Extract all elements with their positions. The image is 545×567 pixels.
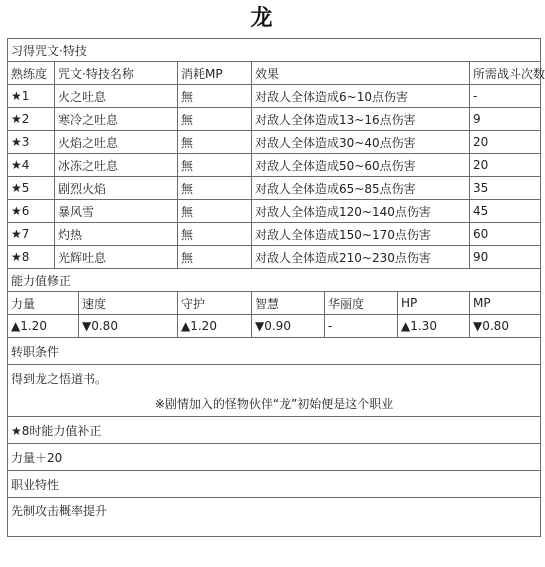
spell-level: ★3 xyxy=(8,131,55,154)
spell-effect: 对敌人全体造成120~140点伤害 xyxy=(252,200,470,223)
col-header-name: 咒文·特技名称 xyxy=(55,62,178,85)
stat-value-mp: ▼0.80 xyxy=(470,315,541,338)
spell-level: ★6 xyxy=(8,200,55,223)
page-title: 龙 xyxy=(250,6,273,31)
spell-effect: 对敌人全体造成210~230点伤害 xyxy=(252,246,470,269)
spell-name: 火焰之吐息 xyxy=(55,131,178,154)
col-header-mp: 消耗MP xyxy=(178,62,252,85)
bonus-header xyxy=(8,417,541,444)
col-header-effect: 效果 xyxy=(252,62,470,85)
spell-level: ★5 xyxy=(8,177,55,200)
spell-row xyxy=(8,200,541,223)
stat-header-hp: HP xyxy=(398,292,470,315)
spell-battles: 20 xyxy=(470,154,541,177)
spell-effect: 对敌人全体造成50~60点伤害 xyxy=(252,154,470,177)
stat-value-style: - xyxy=(325,315,398,338)
spell-row xyxy=(8,85,541,108)
spell-name: 火之吐息 xyxy=(55,85,178,108)
job-condition-cell xyxy=(8,365,541,417)
stat-value-strength: ▲1.20 xyxy=(8,315,79,338)
spell-battles: 35 xyxy=(470,177,541,200)
stat-header-mp: MP xyxy=(470,292,541,315)
spell-battles: 20 xyxy=(470,131,541,154)
spell-level: ★8 xyxy=(8,246,55,269)
stats-header-row xyxy=(8,292,541,315)
spell-row xyxy=(8,223,541,246)
spells-section-header xyxy=(8,39,541,62)
stat-header-wisdom: 智慧 xyxy=(252,292,325,315)
spell-effect: 对敌人全体造成6~10点伤害 xyxy=(252,85,470,108)
stats-section-header xyxy=(8,269,541,292)
spell-effect: 对敌人全体造成30~40点伤害 xyxy=(252,131,470,154)
trait-row xyxy=(8,498,541,537)
col-header-level: 熟练度 xyxy=(8,62,55,85)
spell-battles: 90 xyxy=(470,246,541,269)
stat-value-speed: ▼0.80 xyxy=(79,315,178,338)
job-condition-header xyxy=(8,338,541,365)
spell-row xyxy=(8,131,541,154)
stats-section-title: 能力值修正 xyxy=(8,269,541,292)
spell-name: 寒冷之吐息 xyxy=(55,108,178,131)
trait-value: 先制攻击概率提升 xyxy=(8,498,541,537)
stats-value-row xyxy=(8,315,541,338)
bonus-value: 力量＋20 xyxy=(8,444,541,471)
bonus-title: ★8时能力值补正 xyxy=(8,417,541,444)
spell-name: 剧烈火焰 xyxy=(55,177,178,200)
spell-level: ★1 xyxy=(8,85,55,108)
spell-effect: 对敌人全体造成150~170点伤害 xyxy=(252,223,470,246)
spell-effect: 对敌人全体造成13~16点伤害 xyxy=(252,108,470,131)
spell-battles: 9 xyxy=(470,108,541,131)
spell-level: ★2 xyxy=(8,108,55,131)
spell-name: 暴风雪 xyxy=(55,200,178,223)
job-condition-line1: 得到龙之悟道书。 xyxy=(11,372,108,386)
spell-mp-cost: 無 xyxy=(178,223,252,246)
stat-value-wisdom: ▼0.90 xyxy=(252,315,325,338)
col-header-battles: 所需战斗次数 xyxy=(470,62,541,85)
spell-level: ★4 xyxy=(8,154,55,177)
stat-header-strength: 力量 xyxy=(8,292,79,315)
spell-row xyxy=(8,154,541,177)
stat-header-style: 华丽度 xyxy=(325,292,398,315)
spells-header-row xyxy=(8,62,541,85)
spell-mp-cost: 無 xyxy=(178,177,252,200)
spell-battles: 60 xyxy=(470,223,541,246)
spell-level: ★7 xyxy=(8,223,55,246)
job-condition-title: 转职条件 xyxy=(8,338,541,365)
stat-value-hp: ▲1.30 xyxy=(398,315,470,338)
spell-name: 光辉吐息 xyxy=(55,246,178,269)
trait-title: 职业特性 xyxy=(8,471,541,498)
spell-name: 冰冻之吐息 xyxy=(55,154,178,177)
spell-row xyxy=(8,177,541,200)
spell-mp-cost: 無 xyxy=(178,154,252,177)
spell-rows xyxy=(8,85,541,269)
stat-header-defense: 守护 xyxy=(178,292,252,315)
bonus-row xyxy=(8,444,541,471)
spell-mp-cost: 無 xyxy=(178,131,252,154)
spell-mp-cost: 無 xyxy=(178,85,252,108)
stat-header-speed: 速度 xyxy=(79,292,178,315)
job-condition-row xyxy=(8,365,541,417)
spells-section-title: 习得咒文·特技 xyxy=(8,39,541,62)
trait-header xyxy=(8,471,541,498)
stat-value-defense: ▲1.20 xyxy=(178,315,252,338)
spell-mp-cost: 無 xyxy=(178,108,252,131)
spell-effect: 对敌人全体造成65~85点伤害 xyxy=(252,177,470,200)
job-condition-note: ※剧情加入的怪物伙伴“龙”初始便是这个职业 xyxy=(154,397,394,411)
job-info-table xyxy=(7,38,545,537)
spell-battles: - xyxy=(470,85,541,108)
spell-name: 灼热 xyxy=(55,223,178,246)
spell-mp-cost: 無 xyxy=(178,200,252,223)
spell-row xyxy=(8,108,541,131)
spell-mp-cost: 無 xyxy=(178,246,252,269)
spell-row xyxy=(8,246,541,269)
spell-battles: 45 xyxy=(470,200,541,223)
